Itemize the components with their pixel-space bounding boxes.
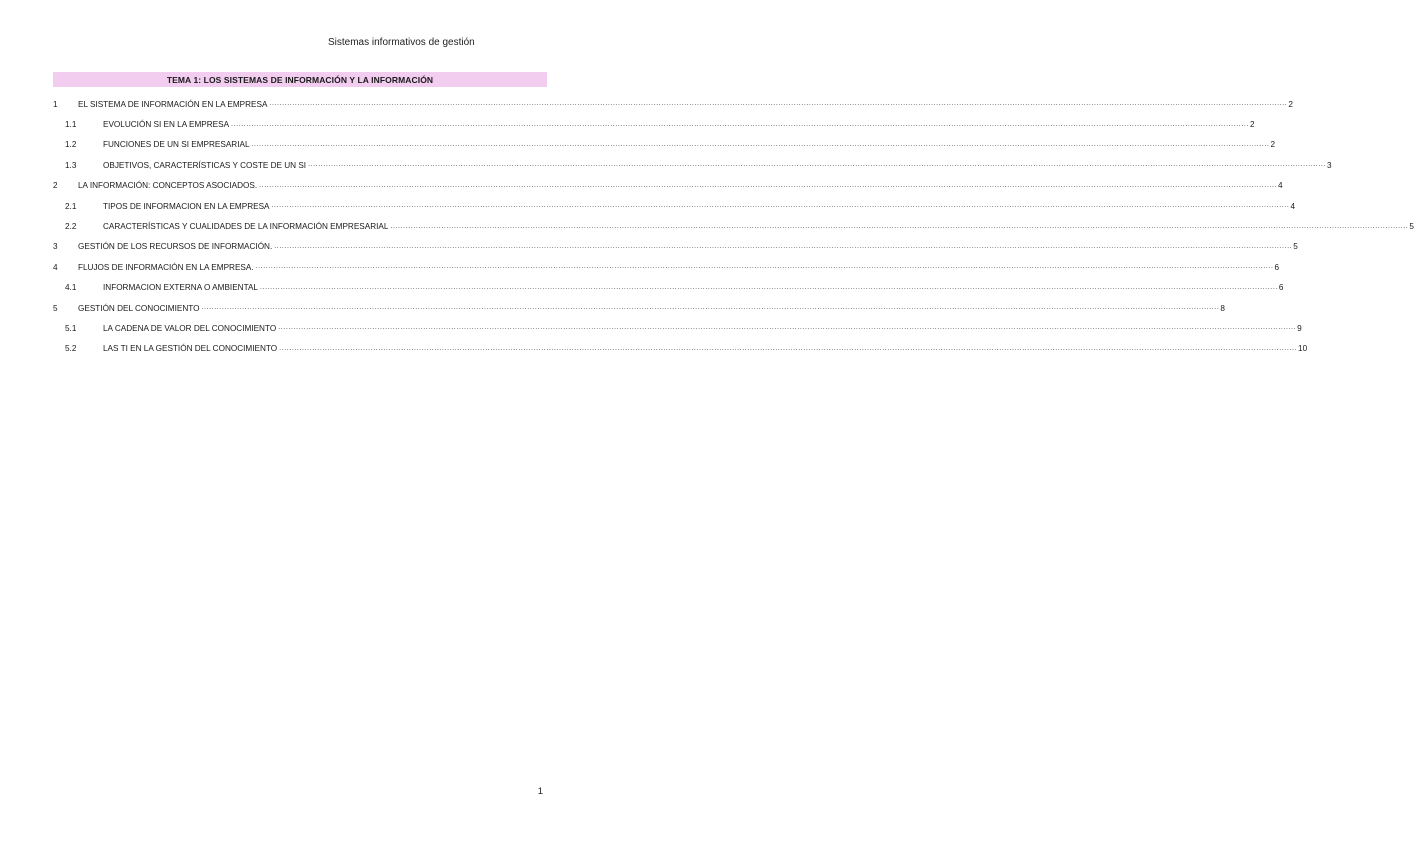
toc-dot-leader: ................................................................................................................................................................................................................................................................................................................................................................................................................ <box>278 324 1297 332</box>
document-title: TEMA 1: LOS SISTEMAS DE INFORMACIÓN Y LA INFORMACIÓN <box>166 74 434 85</box>
toc-entry-number: 3 <box>53 242 58 252</box>
toc-entry-number: 1.3 <box>65 160 77 170</box>
toc-entry-number: 4.1 <box>65 283 77 293</box>
page-number: 1 <box>537 786 543 797</box>
toc-entry[interactable] <box>53 257 1280 277</box>
toc-entry-title: FLUJOS DE INFORMACIÓN EN LA EMPRESA. <box>78 262 254 272</box>
toc-dot-leader: ................................................................................................................................................................................................................................................................................................................................................................................................................ <box>201 304 1220 312</box>
header-text: Sistemas informativos de gestión <box>328 37 475 48</box>
document-title-bar <box>53 72 547 87</box>
toc-dot-leader: ................................................................................................................................................................................................................................................................................................................................................................................................................ <box>259 181 1278 189</box>
toc-dot-leader: ................................................................................................................................................................................................................................................................................................................................................................................................................ <box>251 140 1270 148</box>
toc-dot-leader: ................................................................................................................................................................................................................................................................................................................................................................................................................ <box>279 344 1298 352</box>
toc-entry-page: 5 <box>1293 242 1298 252</box>
toc-dot-leader: ................................................................................................................................................................................................................................................................................................................................................................................................................ <box>259 283 1278 291</box>
toc-entry-page: 4 <box>1290 201 1296 211</box>
toc-entry[interactable] <box>53 94 1293 114</box>
toc-entry-number: 2.1 <box>65 201 77 211</box>
toc-entry-page: 8 <box>1220 303 1225 313</box>
toc-entry-page: 10 <box>1298 344 1308 354</box>
toc-entry-number: 1.2 <box>65 140 77 150</box>
toc-entry[interactable] <box>53 216 1414 236</box>
toc-entry[interactable] <box>53 298 1225 318</box>
toc-entry-page: 2 <box>1288 99 1293 109</box>
toc-entry-number: 2 <box>53 181 58 191</box>
toc-entry-page: 2 <box>1270 140 1275 150</box>
toc-entry-number: 5.2 <box>65 344 77 354</box>
toc-entry-page: 5 <box>1409 222 1414 232</box>
toc-entry-title: OBJETIVOS, CARACTERÍSTICAS Y COSTE DE UN SI <box>103 160 307 170</box>
table-of-contents <box>53 94 1414 359</box>
toc-entry-title: FUNCIONES DE UN SI EMPRESARIAL <box>103 140 250 150</box>
toc-entry-number: 1 <box>53 99 58 109</box>
toc-entry-title: TIPOS DE INFORMACION EN LA EMPRESA <box>103 201 270 211</box>
toc-dot-leader: ................................................................................................................................................................................................................................................................................................................................................................................................................ <box>274 242 1293 250</box>
toc-entry-title: LA INFORMACIÓN: CONCEPTOS ASOCIADOS. <box>78 181 258 191</box>
toc-entry-title: CARACTERÍSTICAS Y CUALIDADES DE LA INFORMACIÓN EMPRESARIAL <box>103 222 389 232</box>
toc-dot-leader: ................................................................................................................................................................................................................................................................................................................................................................................................................ <box>255 263 1274 271</box>
toc-entry-title: GESTIÓN DEL CONOCIMIENTO <box>78 303 200 313</box>
toc-entry[interactable] <box>53 114 1255 134</box>
toc-entry-title: EL SISTEMA DE INFORMACIÓN EN LA EMPRESA <box>78 99 268 109</box>
toc-entry[interactable] <box>53 318 1302 338</box>
toc-entry-number: 1.1 <box>65 120 77 130</box>
toc-entry-page: 3 <box>1327 160 1332 170</box>
toc-entry[interactable] <box>53 196 1296 216</box>
toc-entry[interactable] <box>53 237 1298 257</box>
toc-entry[interactable] <box>53 135 1275 155</box>
toc-entry-page: 4 <box>1278 181 1283 191</box>
toc-dot-leader: ................................................................................................................................................................................................................................................................................................................................................................................................................ <box>308 161 1326 169</box>
toc-entry-page: 6 <box>1274 262 1280 272</box>
toc-entry[interactable] <box>53 176 1283 196</box>
toc-dot-leader: ................................................................................................................................................................................................................................................................................................................................................................................................................ <box>269 100 1288 108</box>
toc-dot-leader: ................................................................................................................................................................................................................................................................................................................................................................................................................ <box>271 202 1290 210</box>
toc-entry-title: INFORMACION EXTERNA O AMBIENTAL <box>103 283 258 293</box>
toc-dot-leader: ................................................................................................................................................................................................................................................................................................................................................................................................................ <box>231 120 1249 128</box>
toc-entry[interactable] <box>53 155 1332 175</box>
toc-entry[interactable] <box>53 339 1308 359</box>
toc-entry-title: EVOLUCIÓN SI EN LA EMPRESA <box>103 120 230 130</box>
toc-entry-number: 2.2 <box>65 222 77 232</box>
toc-entry-page: 2 <box>1249 120 1255 130</box>
toc-entry-page: 9 <box>1297 323 1302 333</box>
toc-entry[interactable] <box>53 278 1284 298</box>
toc-entry-number: 4 <box>53 262 58 272</box>
toc-entry-number: 5.1 <box>65 323 77 333</box>
toc-dot-leader: ................................................................................................................................................................................................................................................................................................................................................................................................................ <box>390 222 1409 230</box>
toc-entry-title: LAS TI EN LA GESTIÓN DEL CONOCIMIENTO <box>103 344 278 354</box>
toc-entry-page: 6 <box>1278 283 1284 293</box>
toc-entry-title: LA CADENA DE VALOR DEL CONOCIMIENTO <box>103 323 277 333</box>
toc-entry-number: 5 <box>53 303 58 313</box>
toc-entry-title: GESTIÓN DE LOS RECURSOS DE INFORMACIÓN. <box>78 242 273 252</box>
